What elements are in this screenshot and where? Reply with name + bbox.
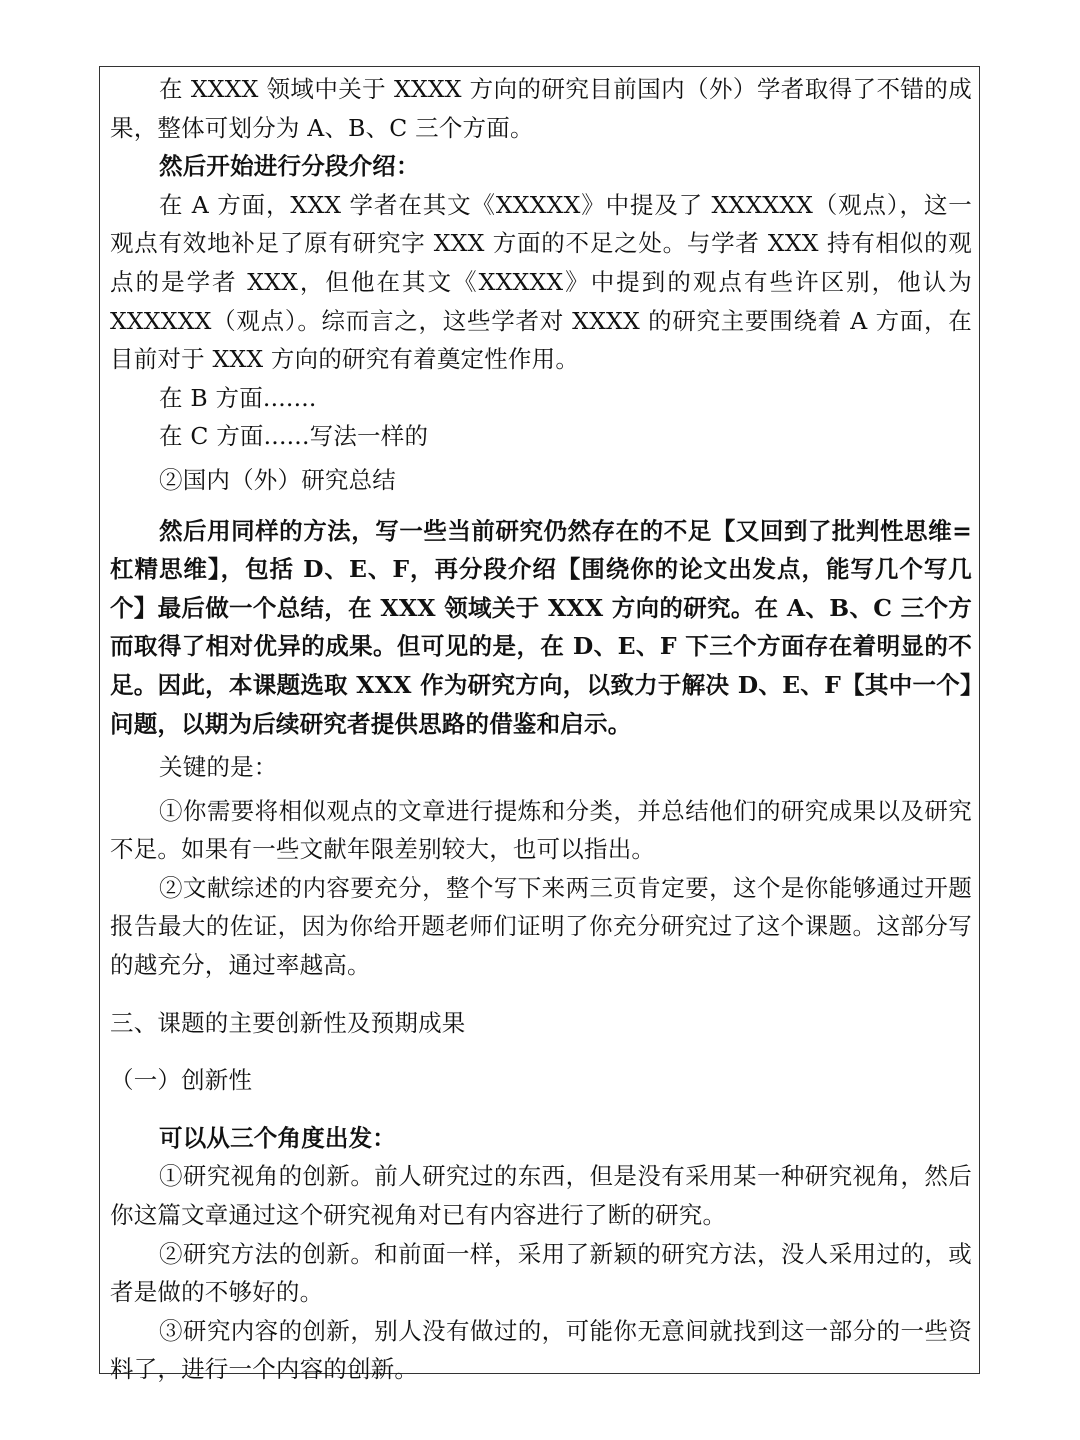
subsection-heading-innovation: （一）创新性 xyxy=(110,1066,253,1095)
paragraph-key-points: 关键的是： xyxy=(159,753,278,782)
paragraph-shortcomings: 然后用同样的方法，写一些当前研究仍然存在的不足【又回到了批判性思维=杠精思维】，包括 D、E、F，再分段介绍【围绕你的论文出发点，能写几个写几个】最后做一个总结，在 XXX 领域关于 XXX 方向的研究。在 A、B、C 三个方而取得了相对优异的成果。但可见的是，在 D、E、F 下三个方面存在着明显的不足。因此，本课题选取 XXX 作为研究方向，以致力于解决 D、E、F【其中一个】问题，以期为后续研究者提供思路的借鉴和启示。 xyxy=(110,516,972,738)
subheading-research-summary: ②国内（外）研究总结 xyxy=(159,465,396,494)
paragraph-point-1: ①你需要将相似观点的文章进行提炼和分类，并总结他们的研究成果以及研究不足。如果有一些文献年限差别较大，也可以指出。 xyxy=(110,796,972,864)
paragraph-innovation-method: ②研究方法的创新。和前面一样，采用了新颖的研究方法，没人采用过的，或者是做的不够好的。 xyxy=(110,1239,972,1307)
paragraph-innovation-perspective: ①研究视角的创新。前人研究过的东西，但是没有采用某一种研究视角，然后你这篇文章通过这个研究视角对已有内容进行了断的研究。 xyxy=(110,1162,972,1230)
paragraph-aspect-a: 在 A 方面，XXX 学者在其文《XXXXX》中提及了 XXXXXX（观点），这一观点有效地补足了原有研究字 XXX 方面的不足之处。与学者 XXX 持有相似的观点的是学者 XXX，但他在其文《XXXXX》中提到的观点有些许区别，他认为 XXXXXX（观点）。综而言之，这些学者对 XXXX 的研究主要围绕着 A 方面，在目前对于 XXX 方向的研究有着奠定性作用。 xyxy=(110,190,972,374)
document-body xyxy=(110,70,972,1389)
paragraph-aspect-c: 在 C 方面......写法一样的 xyxy=(159,422,429,451)
paragraph-aspect-b: 在 B 方面....... xyxy=(159,383,317,412)
paragraph-innovation-content: ③研究内容的创新，别人没有做过的，可能你无意间就找到这一部分的一些资料了，进行一个内容的创新。 xyxy=(110,1316,972,1384)
paragraph-intro-segments: 然后开始进行分段介绍： xyxy=(159,152,420,181)
paragraph-point-2: ②文献综述的内容要充分，整个写下来两三页肯定要，这个是你能够通过开题报告最大的佐证，因为你给开题老师们证明了你充分研究过了这个课题。这部分写的越充分，通过率越高。 xyxy=(110,873,972,980)
paragraph-overview: 在 XXXX 领域中关于 XXXX 方向的研究目前国内（外）学者取得了不错的成果，整体可划分为 A、B、C 三个方面。 xyxy=(110,75,972,142)
section-heading-innovation: 三、课题的主要创新性及预期成果 xyxy=(110,1008,466,1037)
paragraph-three-angles: 可以从三个角度出发： xyxy=(159,1123,396,1152)
